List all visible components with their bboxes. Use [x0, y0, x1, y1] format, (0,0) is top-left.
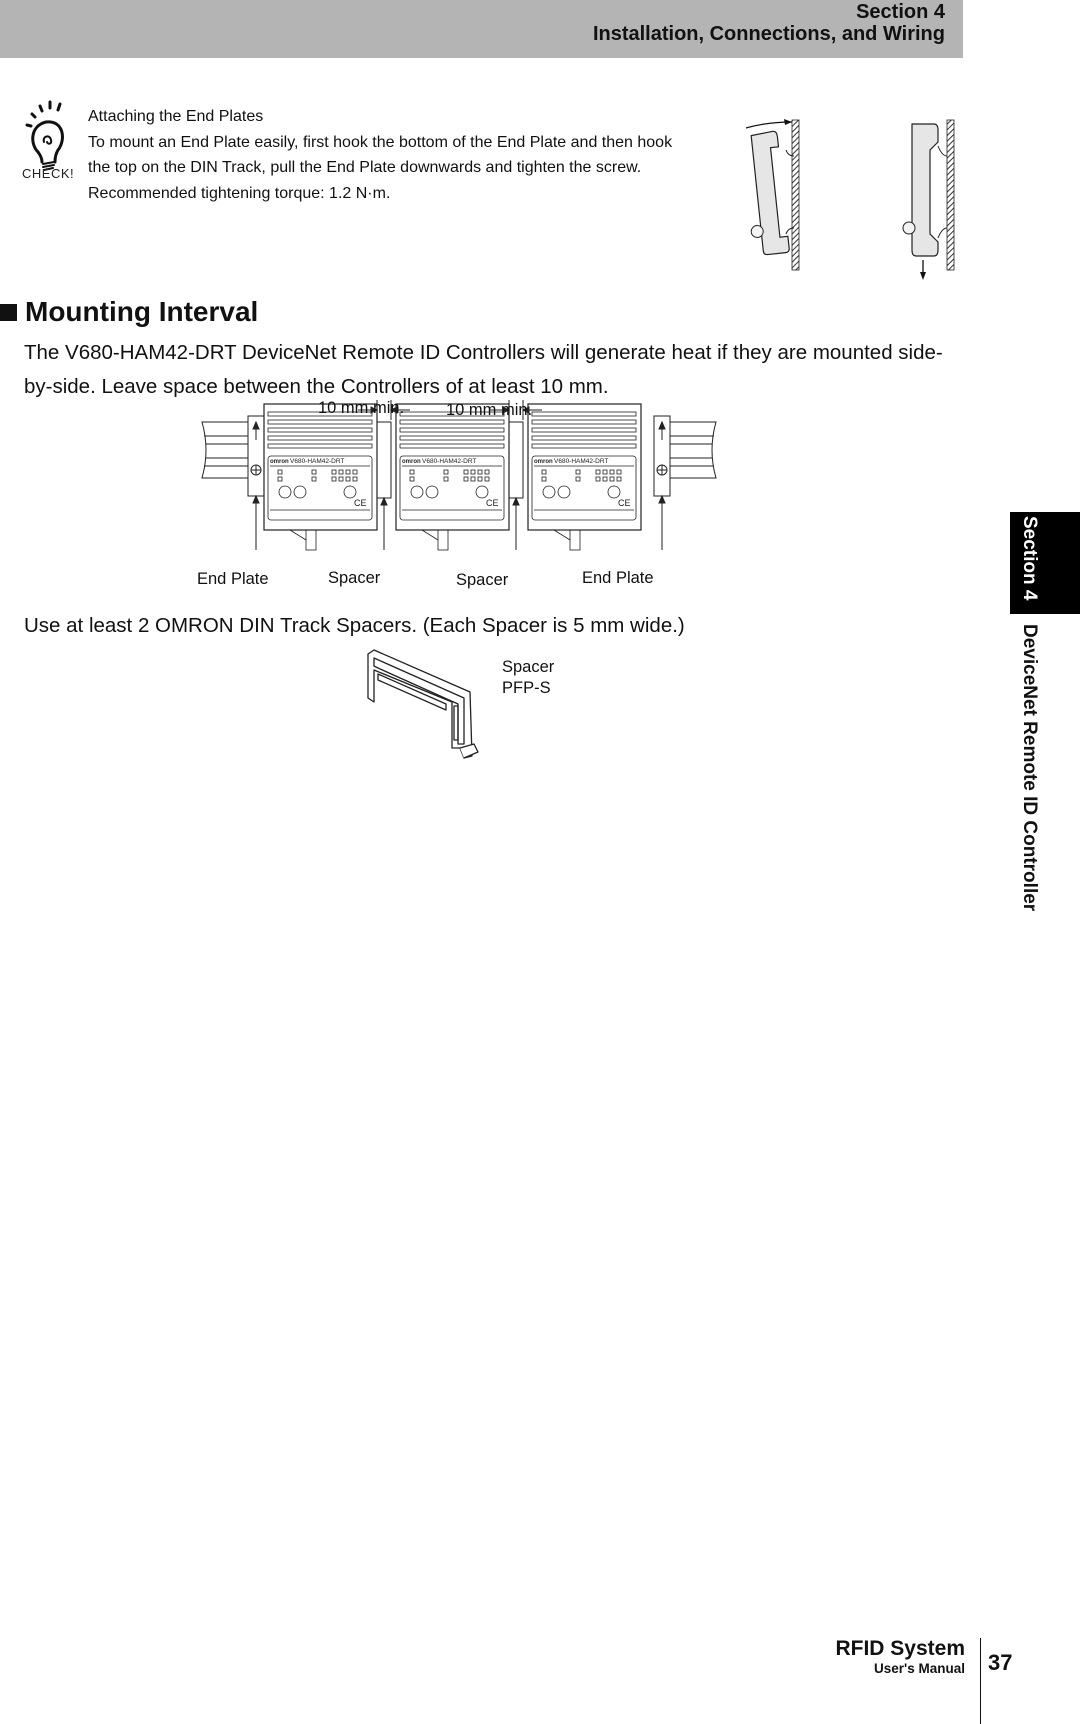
svg-text:CE: CE — [354, 498, 367, 508]
gap-label-2: 10 mm min. — [446, 401, 533, 419]
heading-bullet-square-icon — [0, 304, 17, 321]
din-track-wall — [792, 120, 799, 270]
spacer-pfp-s-figure — [360, 648, 520, 760]
gap-label-1: 10 mm min. — [318, 399, 405, 417]
end-plate-mounting-figure — [740, 110, 960, 280]
callout-end-plate-right: End Plate — [582, 569, 654, 587]
check-note-line: To mount an End Plate easily, first hook the bottom of the End Plate and then hook — [88, 133, 673, 151]
spacer-label-model: PFP-S — [502, 679, 551, 697]
controller-unit — [264, 404, 377, 550]
svg-text:V680-HAM42-DRT: V680-HAM42-DRT — [290, 458, 345, 465]
check-note-text — [88, 104, 728, 206]
section-heading — [0, 296, 258, 328]
side-tab-chapter-label: DeviceNet Remote ID Controller — [1019, 624, 1040, 912]
paragraph-line: by-side. Leave space between the Controllers of at least 10 mm. — [24, 375, 609, 398]
spacer-label — [502, 657, 554, 699]
section-heading-text: Mounting Interval — [25, 296, 259, 327]
side-tab-section-label: Section 4 — [1019, 516, 1040, 601]
check-note-line: the top on the DIN Track, pull the End Plate downwards and tighten the screw. — [88, 159, 642, 176]
footer-divider — [980, 1638, 981, 1724]
callout-end-plate-left: End Plate — [197, 570, 269, 588]
page-number: 37 — [988, 1650, 1013, 1675]
footer-manual-title: RFID System — [835, 1637, 965, 1660]
check-note-title: Attaching the End Plates — [88, 108, 264, 125]
mounting-interval-paragraph — [24, 336, 964, 404]
spacer-paragraph: Use at least 2 OMRON DIN Track Spacers. (Each Spacer is 5 mm wide.) — [24, 614, 685, 637]
header-section-title: Installation, Connections, and Wiring — [592, 23, 945, 45]
header-section-label: Section 4 — [856, 1, 945, 23]
check-label: CHECK! — [22, 166, 75, 181]
callout-spacer-right: Spacer — [456, 571, 509, 589]
svg-text:omron: omron — [270, 459, 289, 465]
check-note-line: Recommended tightening torque: 1.2 N·m. — [88, 184, 391, 202]
spacer-label-name: Spacer — [502, 658, 555, 676]
paragraph-line: The V680-HAM42-DRT DeviceNet Remote ID Controllers will generate heat if they are mounted side- — [24, 341, 943, 364]
footer-manual-subtitle: User's Manual — [874, 1661, 965, 1676]
callout-spacer-left: Spacer — [328, 569, 381, 587]
